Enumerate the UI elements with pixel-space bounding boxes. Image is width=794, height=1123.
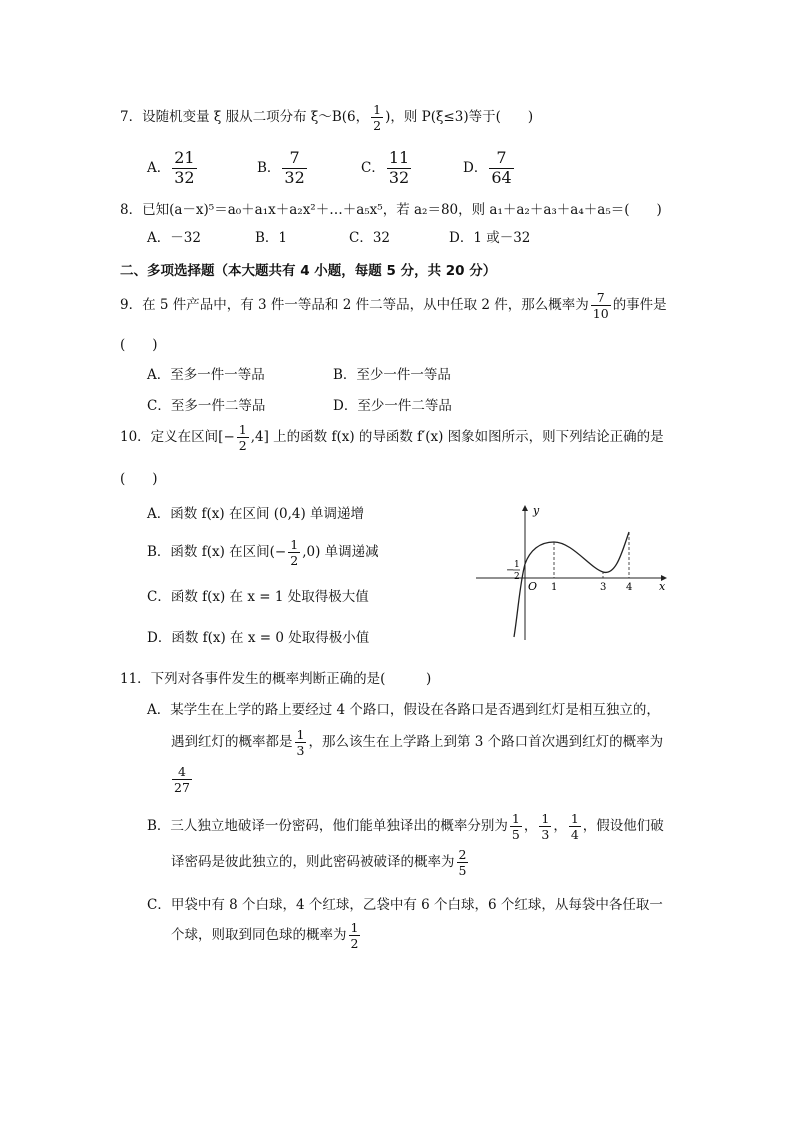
q8-option-d: D．1 或－32 [449, 230, 531, 246]
neg-half-num: 1 [514, 560, 520, 570]
x-axis-label: x [659, 580, 666, 593]
section-2-title: 二、多项选择题（本大题共有 4 小题，每题 5 分，共 20 分） [120, 263, 497, 279]
q7-option-b: B． $\frac{7}{32}$ [257, 148, 305, 187]
neg-half-sign: − [506, 565, 515, 576]
q10-stem: 10．定义在区间[− $\frac{1}{2}$ ,4] 上的函数 f(x) 的导函数 f′(x) 图象如图所示，则下列结论正确的是 [120, 422, 664, 454]
origin-label: O [528, 580, 538, 593]
q11-option-c-line2: 个球，则取到同色球的概率为 $\frac{1}{2}$ [171, 920, 359, 952]
q7-stem-fraction: $\frac{1}{2}$ [373, 102, 382, 134]
q11-option-b-line2: 译密码是彼此独立的，则此密码被破译的概率为 $\frac{2}{5}$ [171, 847, 467, 879]
q7-stem-tail: )，则 P(ξ≤3)等于( ) [385, 109, 534, 126]
q9-option-d: D．至少一件二等品 [333, 398, 452, 414]
q8-stem: 8．已知(a－x)⁵＝a₀＋a₁x＋a₂x²＋…＋a₅x⁵，若 a₂＝80，则 a₁＋a₂＋a₃＋a₄＋a₅＝( ) [120, 202, 662, 218]
y-axis-label: y [533, 504, 540, 517]
q11-option-a-line1: A．某学生在上学的路上要经过 4 个路口，假设在各路口是否遇到红灯是相互独立的， [147, 702, 660, 718]
q11-option-a-line2: 遇到红灯的概率都是 $\frac{1}{3}$ ，那么该生在上学路上到第 3 个路口首次遇到红灯的概率为 [171, 727, 664, 759]
q11-option-b-line1: B．三人独立地破译一份密码，他们能单独译出的概率分别为 $\frac{1}{5}$ ， $\frac{1}{3}$ ， $\frac{1}{4}$ ，假设他们破 [147, 811, 664, 843]
q11-stem: 11．下列对各事件发生的概率判断正确的是( ) [120, 671, 432, 687]
q7-option-c: C． $\frac{11}{32}$ [361, 148, 410, 187]
q9-option-a: A．至多一件一等品 [147, 367, 265, 383]
q7-stem-text: 7．设随机变量 ξ 服从二项分布 ξ～B(6， [120, 109, 370, 126]
q10-option-a: A．函数 f(x) 在区间 (0,4) 单调递增 [147, 506, 365, 522]
tick-label-1: 1 [551, 582, 558, 593]
q7-option-a: A． $\frac{21}{32}$ [147, 148, 195, 187]
q8-option-b: B．1 [255, 230, 288, 246]
q11-option-c-line1: C．甲袋中有 8 个白球，4 个红球，乙袋中有 6 个白球，6 个红球，从每袋中各任取一 [147, 897, 663, 913]
q10-derivative-graph [472, 502, 672, 642]
tick-label-4: 4 [626, 582, 633, 593]
q8-option-a: A．－32 [147, 230, 201, 246]
q9-paren: ( ) [120, 337, 158, 353]
q9-option-b: B．至少一件一等品 [333, 367, 451, 383]
q10-option-d: D．函数 f(x) 在 x = 0 处取得极小值 [147, 630, 370, 646]
q7-stem [120, 103, 533, 132]
q10-paren: ( ) [120, 471, 158, 487]
q7-option-d: D． $\frac{7}{64}$ [463, 148, 512, 187]
q10-option-b: B．函数 f(x) 在区间(− $\frac{1}{2}$ ,0) 单调递减 [147, 537, 379, 569]
q10-option-c: C．函数 f(x) 在 x = 1 处取得极大值 [147, 589, 369, 605]
neg-half-den: 2 [514, 572, 520, 582]
q8-option-c: C．32 [349, 230, 391, 246]
q9-option-c: C．至多一件二等品 [147, 398, 266, 414]
q11-option-a-answer: $\frac{4}{27}$ [174, 764, 190, 796]
q9-stem: 9．在 5 件产品中，有 3 件一等品和 2 件二等品，从中任取 2 件，那么概率为 $\frac{7}{10}$ 的事件是 [120, 290, 667, 322]
tick-label-3: 3 [600, 582, 607, 593]
q9-fraction: $\frac{7}{10}$ [592, 290, 609, 322]
